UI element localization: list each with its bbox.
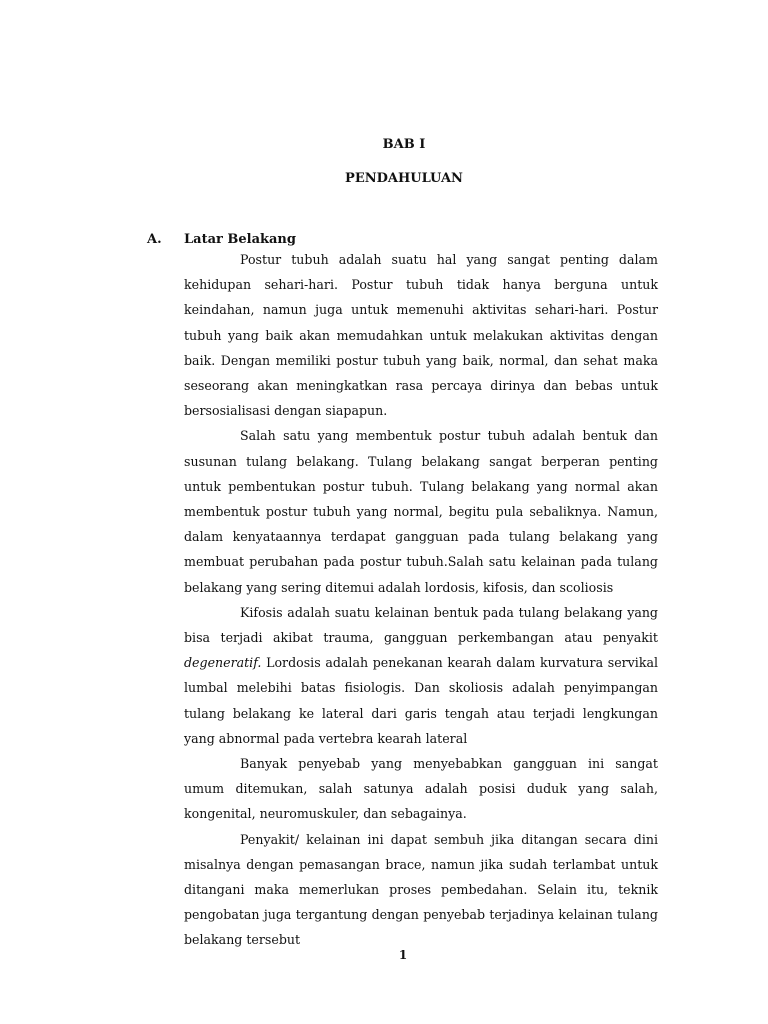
paragraph-tulang-belakang: Salah satu yang membentuk postur tubuh adalah bentuk dan susunan tulang belakang. Tulang belakang sangat berperan penting untuk pembentukan postur tubuh. Tulang belakang yang normal akan membentuk postur tubuh yang normal, begitu pula sebaliknya. Namun, dalam kenyataannya terdapat gangguan pada tulang belakang yang membuat perubahan pada postur tubuh.Salah satu kelainan pada tulang belakang yang sering ditemui adalah lordosis, kifosis, dan scoliosis [184,428,658,595]
paragraph-kifosis [184,600,658,751]
paragraph-pengobatan: Penyakit/ kelainan ini dapat sembuh jika ditangan secara dini misalnya dengan pemasangan brace, namun jika sudah terlambat untuk ditangani maka memerlukan proses pembedahan. Selain itu, teknik pengobatan juga tergantung dengan penyebab terjadinya kelainan tulang belakang tersebut [184,831,658,948]
paragraph-penyebab: Banyak penyebab yang menyebabkan gangguan ini sangat umum ditemukan, salah satunya adalah posisi duduk yang salah, kongenital, neuromuskuler, dan sebagainya. [184,756,658,822]
page-number: 1 [398,948,408,962]
paragraph-kifosis-italic: degeneratif. [184,655,262,671]
section-title: Latar Belakang [184,232,296,247]
paragraph-kifosis-before: Kifosis adalah suatu kelainan bentuk pada tulang belakang yang bisa terjadi akibat trauma, gangguan perkembangan atau penyakit [184,604,658,646]
section-letter: A. [147,232,162,247]
chapter-number: BAB I [382,137,426,152]
section-heading [147,232,296,247]
chapter-title: PENDAHULUAN [345,171,463,186]
paragraph-kifosis-after: Lordosis adalah penekanan kearah dalam kurvatura servikal lumbal melebihi batas fisiologis. Dan skoliosis adalah penyimpangan tulang belakang ke lateral dari garis tengah atau terjadi lengkungan yang abnormal pada vertebra kearah lateral [184,655,658,746]
paragraph-postur: Postur tubuh adalah suatu hal yang sangat penting dalam kehidupan sehari-hari. Postur tubuh tidak hanya berguna untuk keindahan, namun juga untuk memenuhi aktivitas sehari-hari. Postur tubuh yang baik akan memudahkan untuk melakukan aktivitas dengan baik. Dengan memiliki postur tubuh yang baik, normal, dan sehat maka seseorang akan meningkatkan rasa percaya dirinya dan bebas untuk bersosialisasi dengan siapapun. [184,252,658,419]
body-text [184,247,658,953]
